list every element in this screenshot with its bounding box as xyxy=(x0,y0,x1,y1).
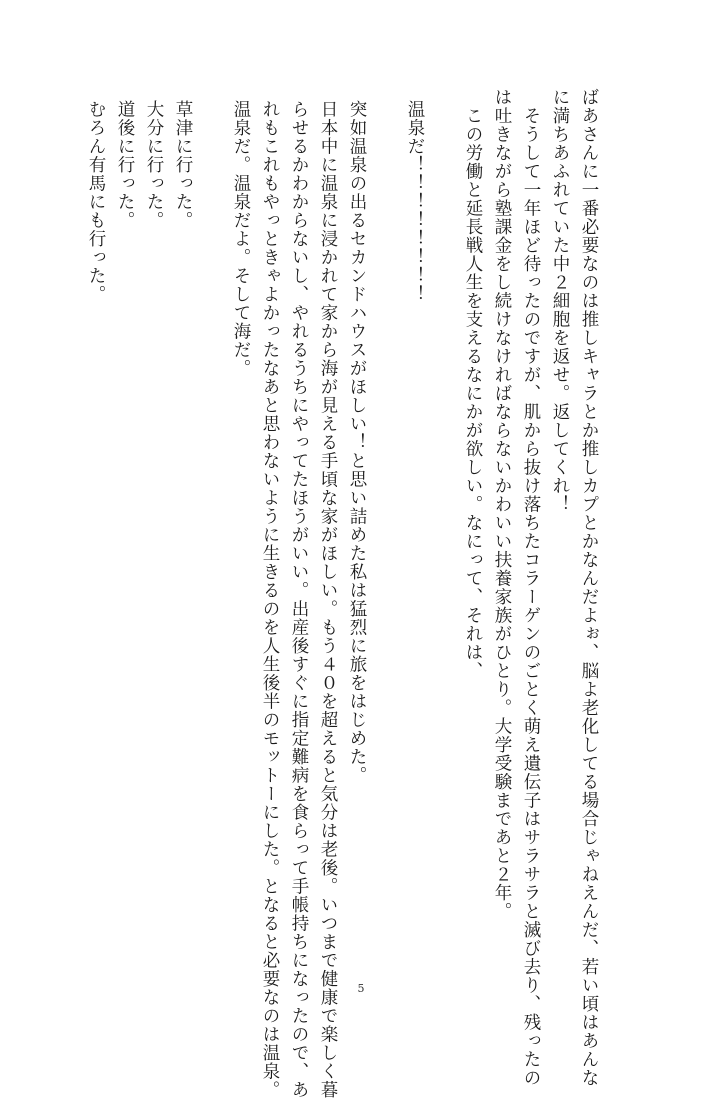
page-number: 5 xyxy=(357,982,365,995)
text-line: に満ちあふれていた中２細胞を返せ。返してくれ！ xyxy=(550,88,570,514)
text-line: 日本中に温泉に浸かれて家から海が見える手頃な家がほしい。もう４０を超えると気分は老後。いつまで健康で楽しく暮 xyxy=(318,100,338,1099)
text-line: は吐きながら塾課金をし続けなければならないかわいい扶養家族がひとり。大学受験まであと２年。 xyxy=(492,88,512,921)
text-line: らせるかわからないし、やれるうちにやってたほうがいい。出産後すぐに指定難病を食らって手帳持ちになったので、あ xyxy=(289,100,309,1099)
text-line: 突如温泉の出るセカンドハウスがほしい！と思い詰めた私は猛烈に旅をはじめた。 xyxy=(347,100,367,785)
text-line: れもこれもやっときゃよかったなあと思わないように生きるのを人生後半のモットーにした。となると必要なのは温泉。 xyxy=(260,100,280,1099)
text-line: そうして一年ほど待ったのですが、肌から抜け落ちたコラーゲンのごとく萌え遺伝子はサラサラと滅び去り、残ったの xyxy=(521,88,541,1087)
text-line: 道後に行った。 xyxy=(115,100,135,230)
text-line: むろん有馬にも行った。 xyxy=(86,100,106,304)
text-line: この労働と延長戦人生を支えるなにかが欲しい。なにって、それは、 xyxy=(463,88,483,680)
text-line: 温泉だ。温泉だよ。そして海だ。 xyxy=(231,100,251,378)
text-line: 草津に行った。 xyxy=(173,100,193,230)
text-line: ばあさんに一番必要なのは推しキャラとか推しカプとかなんだよぉ、脳よ老化してる場合じゃねえんだ、若い頃はあんな xyxy=(579,88,599,1087)
text-line: 大分に行った。 xyxy=(144,100,164,230)
text-line: 温泉だ！！！！！！！！ xyxy=(405,100,425,304)
